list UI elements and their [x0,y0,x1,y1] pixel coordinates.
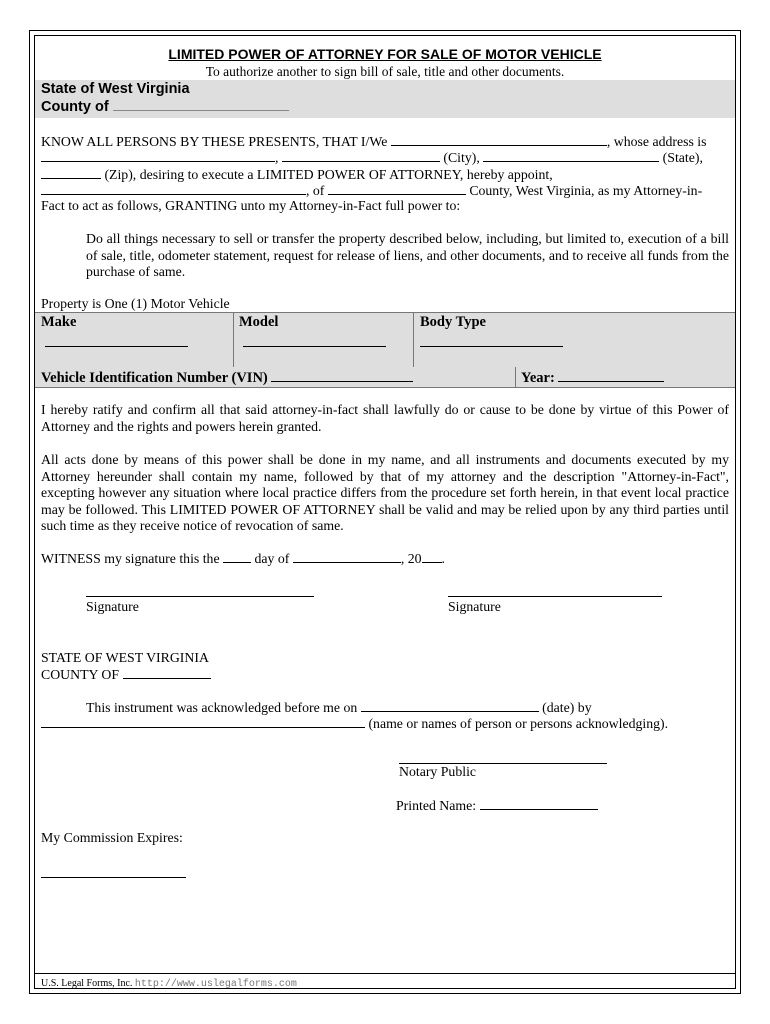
body-type-field[interactable] [420,346,563,347]
model-field[interactable] [243,346,386,347]
ack-line-1: This instrument was acknowledged before me on (date) by [86,700,592,715]
witness-month-blank[interactable] [293,550,401,563]
signature-label-1: Signature [86,599,139,614]
ack-date-blank[interactable] [361,699,539,712]
year-label: Year: [521,369,664,387]
document-title: LIMITED POWER OF ATTORNEY FOR SALE OF MOTOR VEHICLE [168,46,602,62]
signature-label-2: Signature [448,599,501,614]
ack-name-blank[interactable] [41,715,365,728]
county-label: County of [41,98,289,115]
attorney-name-blank[interactable] [41,182,306,195]
county-blank[interactable] [113,98,289,111]
table-divider [233,312,234,368]
model-header: Model [239,314,279,330]
notary-county: COUNTY OF [41,666,211,684]
witness-line: WITNESS my signature this the day of , 20 . [41,551,445,566]
body-type-header: Body Type [420,314,486,330]
footer-rule [35,973,735,974]
intro-line-3: (Zip), desiring to execute a LIMITED POWER OF ATTORNEY, hereby appoint, [41,166,553,184]
witness-day-blank[interactable] [223,550,251,563]
signature-line-1[interactable] [86,596,314,597]
city-blank[interactable] [282,149,440,162]
make-field[interactable] [45,346,188,347]
commission-date-line[interactable] [41,877,186,878]
make-header: Make [41,314,77,330]
state-blank[interactable] [483,149,659,162]
attorney-county-blank[interactable] [328,182,466,195]
footer [41,978,297,990]
zip-blank[interactable] [41,166,101,179]
ratify-paragraph: I hereby ratify and confirm all that said attorney-in-fact shall lawfully do or cause to be done by virtue of this Power of Attorney and the rights and powers herein granted. [41,402,729,434]
year-field[interactable] [558,369,664,382]
property-label: Property is One (1) Motor Vehicle [41,296,230,311]
signature-line-2[interactable] [448,596,662,597]
commission-label: My Commission Expires: [41,830,183,845]
state-label: State of West Virginia [41,81,190,97]
intro-line-1: KNOW ALL PERSONS BY THESE PRESENTS, THAT I/We , whose address is [41,134,707,149]
notary-county-blank[interactable] [123,666,211,679]
street-blank[interactable] [41,149,275,162]
intro-line-5: Fact to act as follows, GRANTING unto my Attorney-in-Fact full power to: [41,198,461,213]
vehicle-table [35,312,735,368]
intro-line-2: , (City), (State), [41,149,703,167]
ack-line-2: (name or names of person or persons acknowledging). [41,715,668,733]
footer-company: U.S. Legal Forms, Inc. [41,978,133,989]
footer-url[interactable]: http://www.uslegalforms.com [134,979,297,990]
table-divider [413,312,414,368]
grant-paragraph: Do all things necessary to sell or transfer the property described below, including, but limited to, execution of a bill of sale, title, odometer statement, request for release of liens, and other documents, and to receive all funds from the purchase of same. [86,231,729,279]
table-divider [515,367,516,388]
intro-line-4: , of County, West Virginia, as my Attorney-in- [41,182,702,200]
witness-year-blank[interactable] [422,550,442,563]
printed-name-blank[interactable] [480,797,598,810]
acts-paragraph: All acts done by means of this power shall be done in my name, and all instruments and documents executed by my Attorney hereunder shall contain my name, followed by that of my attorney and the description "Attorney-in-Fact", excepting however any situation where local practice differs from the procedure set forth herein, in that event local practice may be followed. This LIMITED POWER OF ATTORNEY shall be valid and may be relied upon by any third parties until such time as they receive notice of revocation of same. [41,452,729,533]
notary-state: STATE OF WEST VIRGINIA [41,650,209,665]
principal-name-blank[interactable] [391,133,607,146]
notary-public-label: Notary Public [399,764,477,779]
document-subtitle: To authorize another to sign bill of sale, title and other documents. [205,64,565,79]
vin-label: Vehicle Identification Number (VIN) [41,369,413,387]
vin-field[interactable] [271,369,413,382]
printed-name-line: Printed Name: [396,797,598,815]
